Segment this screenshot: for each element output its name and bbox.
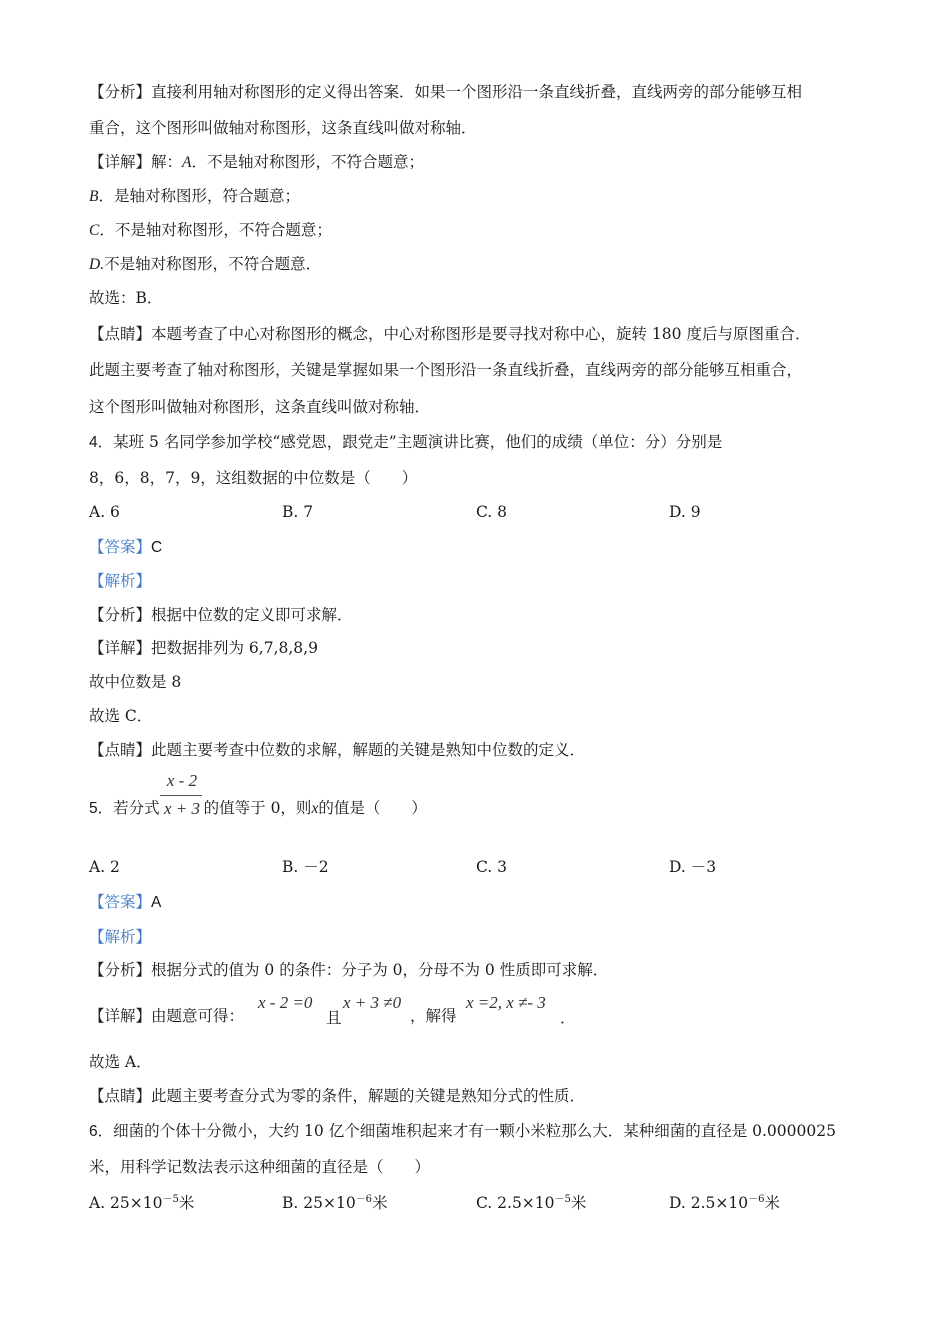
- q5-xiangjie: 【详解】由题意可得：: [89, 1007, 245, 1025]
- option-unit: 米: [178, 1194, 195, 1212]
- option-letter-b: B: [89, 188, 99, 205]
- q4-option-c: C. 8: [476, 503, 508, 521]
- choose-line: 故选：B．: [89, 289, 163, 307]
- equation-2: x + 3 ≠0: [343, 993, 402, 1012]
- q6-option-a: [89, 1190, 194, 1213]
- option-letter-a: A: [182, 154, 192, 171]
- option-unit: 米: [570, 1194, 587, 1212]
- detail-line-b: [89, 186, 300, 207]
- option-unit: 米: [372, 1194, 388, 1212]
- answer-value: A: [151, 894, 162, 911]
- q6-option-b: [282, 1190, 388, 1213]
- q5-stem-b: 的值等于 0，则: [203, 799, 312, 817]
- dianjing-line-3: 这个图形叫做轴对称图形，这条直线叫做对称轴．: [89, 398, 431, 416]
- q6-option-c: [476, 1190, 586, 1213]
- q4-stem-line-1: [89, 432, 722, 453]
- q4-option-a: A. 6: [89, 503, 120, 521]
- analysis-line-1: 【分析】直接利用轴对称图形的定义得出答案．如果一个图形沿一条直线折叠，直线两旁的部分能够互相: [89, 83, 803, 101]
- option-letter-c: C: [89, 222, 100, 239]
- option-exponent: －6: [748, 1194, 765, 1205]
- q4-option-d: D. 9: [669, 503, 701, 521]
- q4-choose: 故选 C．: [89, 707, 153, 725]
- q6-option-d: [669, 1190, 780, 1213]
- fraction-bar: [160, 795, 202, 796]
- q5-option-c: C. 3: [476, 858, 508, 876]
- fraction-numerator: x - 2: [166, 771, 198, 790]
- option-letter-d: D.: [89, 256, 105, 273]
- q5-answer: [89, 892, 161, 913]
- detail-a-text: ．不是轴对称图形，不符合题意；: [191, 153, 424, 171]
- option-exponent: －5: [554, 1194, 571, 1205]
- q5-number: 5: [89, 800, 98, 817]
- equation-period: ．: [560, 1009, 576, 1027]
- option-exponent: －5: [162, 1194, 179, 1205]
- answer-label: 【答案】: [89, 538, 152, 556]
- q6-stem-line-1: [89, 1121, 836, 1142]
- equation-1: x - 2 =0: [258, 993, 313, 1012]
- detail-line-c: [89, 220, 332, 241]
- q5-analysis-label: 【解析】: [89, 928, 152, 946]
- q5-option-d: D. －3: [669, 858, 717, 876]
- detail-b-text: ．是轴对称图形，符合题意；: [98, 187, 300, 205]
- q6-stem-line-2: 米，用科学记数法表示这种细菌的直径是（ ）: [89, 1158, 431, 1176]
- solve-text: ，解得: [410, 1007, 457, 1025]
- answer-label: 【答案】: [89, 893, 152, 911]
- option-base: D. 2.5×10: [669, 1194, 749, 1212]
- equation-3: x =2, x ≠- 3: [466, 993, 546, 1012]
- option-exponent: －6: [355, 1194, 373, 1205]
- detail-c-text: ．不是轴对称图形，不符合题意；: [99, 221, 332, 239]
- q5-choose: 故选 A．: [89, 1053, 152, 1071]
- q4-dianjing: 【点睛】此题主要考查中位数的求解，解题的关键是熟知中位数的定义．: [89, 741, 586, 759]
- q6-stem-1: ．细菌的个体十分微小，大约 10 亿个细菌堆积起来才有一颗小米粒那么大．某种细菌的直径是 0.0000025: [97, 1122, 836, 1140]
- q5-option-a: A. 2: [89, 858, 120, 876]
- q5-variable: x: [311, 800, 319, 817]
- q4-answer: [89, 537, 162, 558]
- q4-analysis-label: 【解析】: [89, 572, 152, 590]
- q5-fenxi: 【分析】根据分式的值为 0 的条件：分子为 0，分母不为 0 性质即可求解．: [89, 961, 609, 979]
- q4-stem-1: ．某班 5 名同学参加学校“感党恩，跟党走”主题演讲比赛，他们的成绩（单位：分）分别是: [97, 433, 723, 451]
- q4-option-b: B. 7: [282, 503, 314, 521]
- fraction-denominator: x + 3: [163, 799, 201, 818]
- analysis-line-2: 重合，这个图形叫做轴对称图形，这条直线叫做对称轴．: [89, 119, 477, 137]
- q4-median: 故中位数是 8: [89, 673, 182, 691]
- q6-number: 6: [89, 1123, 98, 1140]
- q5-stem-c: 的值是（ ）: [318, 799, 427, 817]
- detail-d-text: 不是轴对称图形，不符合题意．: [104, 255, 322, 273]
- q5-option-b: B. －2: [282, 858, 329, 876]
- q5-stem: [89, 798, 427, 819]
- dianjing-line-1: 【点睛】本题考查了中心对称图形的概念，中心对称图形是要寻找对称中心，旋转 180 度后与原图重合．: [89, 325, 811, 343]
- option-base: C. 2.5×10: [476, 1194, 555, 1212]
- detail-prefix: 【详解】解：: [89, 153, 183, 171]
- q4-xiangjie: 【详解】把数据排列为 6,7,8,8,9: [89, 639, 318, 657]
- q4-number: 4: [89, 434, 98, 451]
- q5-stem-a: ．若分式: [97, 799, 160, 817]
- conj-and: 且: [326, 1009, 342, 1027]
- detail-line-d: [89, 254, 321, 275]
- option-unit: 米: [764, 1194, 780, 1212]
- dianjing-line-2: 此题主要考查了轴对称图形，关键是掌握如果一个图形沿一条直线折叠，直线两旁的部分能够互相重合，: [89, 361, 803, 379]
- answer-value: C: [151, 539, 163, 556]
- q4-fenxi: 【分析】根据中位数的定义即可求解．: [89, 606, 353, 624]
- detail-line-a: [89, 152, 424, 173]
- option-base: B. 25×10: [282, 1194, 356, 1212]
- q4-stem-line-2: 8，6，8，7，9，这组数据的中位数是（ ）: [89, 469, 418, 487]
- option-base: A. 25×10: [89, 1194, 163, 1212]
- q5-dianjing: 【点睛】此题主要考查分式为零的条件，解题的关键是熟知分式的性质．: [89, 1087, 586, 1105]
